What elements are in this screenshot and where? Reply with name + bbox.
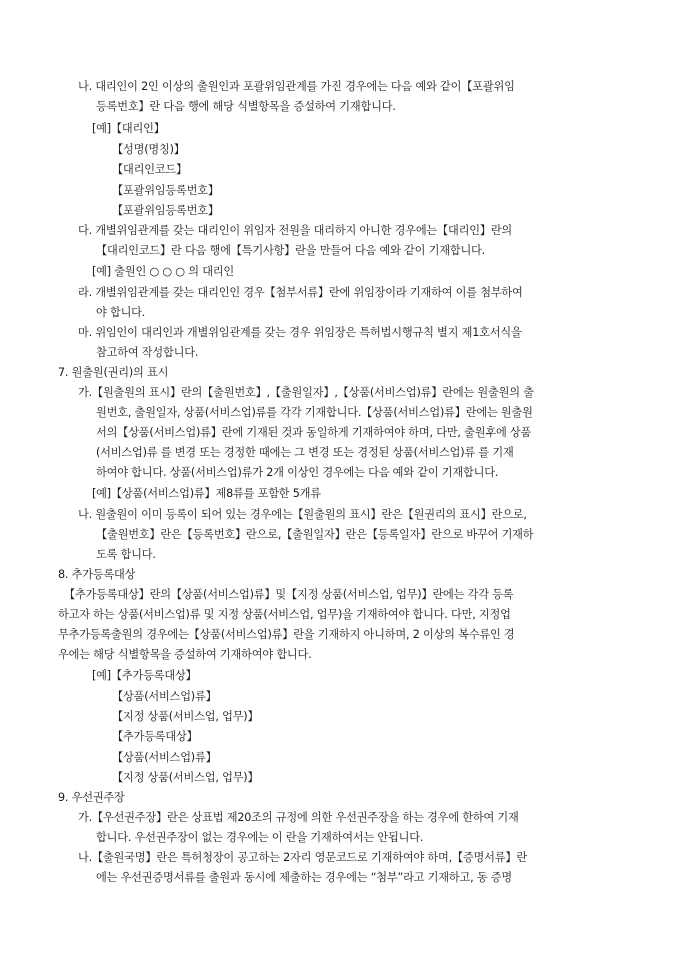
section-9-na-line-2: 에는 우선권증명서류를 출원과 동시에 제출하는 경우에는 “첨부”라고 기재하고, 동 증명	[96, 871, 513, 884]
section-7-ga-line-3: 서의【상품(서비스업)류】란에 기재된 것과 동일하게 기재하여야 하며, 다만, 출원후에 상품	[96, 426, 532, 439]
example-class-count: [예]【상품(서비스업)류】제8류를 포함한 5개류	[92, 487, 321, 500]
item-ma-line-2: 참고하여 작성합니다.	[96, 346, 199, 359]
section-7-ga-line-1: 가.【원출원의 표시】란의【출원번호】,【출원일자】,【상품(서비스업)류】란에는 원출원의 출	[78, 386, 534, 399]
item-na-line-2: 등록번호】란 다음 행에 해당 식별항목을 증설하여 기재합니다.	[96, 100, 396, 113]
section-8-heading: 8. 추가등록대상	[58, 568, 136, 581]
section-7-ga-line-5: 하여야 합니다. 상품(서비스업)류가 2개 이상인 경우에는 다음 예와 같이 기재합니다.	[96, 466, 499, 479]
item-da-line-1: 다. 개별위임관계를 갖는 대리인이 위임자 전원을 대리하지 아니한 경우에는【대리인】란의	[78, 224, 513, 237]
example-agent: [예]【대리인】	[92, 122, 165, 135]
section-7-na-line-2: 【출원번호】란은【등록번호】란으로,【출원일자】란은【등록일자】란으로 바꾸어 기재하	[96, 528, 534, 541]
example-field-general-power-no-2: 【포괄위임등록번호】	[112, 204, 219, 217]
section-8-para-line-1: 【추가등록대상】란의【상품(서비스업)류】및【지정 상품(서비스업, 업무)】란에는 각각 등록	[64, 588, 514, 601]
item-ra-line-1: 라. 개별위임관계를 갖는 대리인인 경우【첨부서류】란에 위임장이라 기재하여 이를 첨부하여	[78, 286, 523, 299]
section-9-ga-line-1: 가.【우선권주장】란은 상표법 제20조의 규정에 의한 우선권주장을 하는 경우에 한하여 기재	[78, 811, 519, 824]
example-additional-registration: [예]【추가등록대상】	[92, 669, 197, 682]
example-field-general-power-no-1: 【포괄위임등록번호】	[112, 184, 219, 197]
example-applicant-agent: [예] 출원인 ○ ○ ○ 의 대리인	[92, 265, 235, 278]
section-7-na-line-1: 나. 원출원이 이미 등록이 되어 있는 경우에는【원출원의 표시】란은【원권리의 표시】란으로,	[78, 508, 527, 521]
example-field-designated-goods-1: 【지정 상품(서비스업, 업무)】	[112, 710, 259, 723]
section-7-ga-line-2: 원번호, 출원일자, 상품(서비스업)류를 각각 기재합니다.【상품(서비스업)류】란에는 원출원	[96, 406, 533, 419]
section-8-para-line-2: 하고자 하는 상품(서비스업)류 및 지정 상품(서비스업, 업무)을 기재하여야 합니다. 다만, 지정업	[58, 608, 511, 621]
section-8-para-line-3: 무추가등록출원의 경우에는【상품(서비스업)류】란을 기재하지 아니하며, 2 이상의 복수류인 경	[58, 628, 515, 641]
item-ma-line-1: 마. 위임인이 대리인과 개별위임관계를 갖는 경우 위임장은 특허법시행규칙 별지 제1호서식을	[78, 326, 522, 339]
example-field-designated-goods-2: 【지정 상품(서비스업, 업무)】	[112, 771, 259, 784]
section-9-heading: 9. 우선권주장	[58, 791, 125, 804]
item-na-line-1: 나. 대리인이 2인 이상의 출원인과 포괄위임관계를 가진 경우에는 다음 예와 같이【포괄위임	[78, 80, 515, 93]
section-7-ga-line-4: (서비스업)류 를 변경 또는 경정한 때에는 그 변경 또는 경정된 상품(서비스업)류 를 기재	[96, 446, 514, 459]
section-9-na-line-1: 나.【출원국명】란은 특허청장이 공고하는 2자리 영문코드로 기재하여야 하며,【증명서류】란	[78, 851, 527, 864]
example-field-additional-registration: 【추가등록대상】	[112, 730, 198, 743]
item-da-line-2: 【대리인코드】란 다음 행에【특기사항】란을 만들어 다음 예와 같이 기재합니다.	[96, 244, 486, 257]
example-field-agent-code: 【대리인코드】	[112, 163, 188, 176]
example-field-class-2: 【상품(서비스업)류】	[112, 751, 217, 764]
section-7-na-line-3: 도록 합니다.	[96, 548, 156, 561]
example-field-name: 【성명(명칭)】	[112, 143, 185, 156]
section-9-ga-line-2: 합니다. 우선권주장이 없는 경우에는 이 란을 기재하여서는 안됩니다.	[96, 831, 424, 844]
section-8-para-line-4: 우에는 해당 식별항목을 증설하여 기재하여야 합니다.	[58, 648, 312, 661]
section-7-heading: 7. 원출원(권리)의 표시	[58, 366, 169, 379]
item-ra-line-2: 야 합니다.	[96, 306, 146, 319]
example-field-class-1: 【상품(서비스업)류】	[112, 690, 217, 703]
